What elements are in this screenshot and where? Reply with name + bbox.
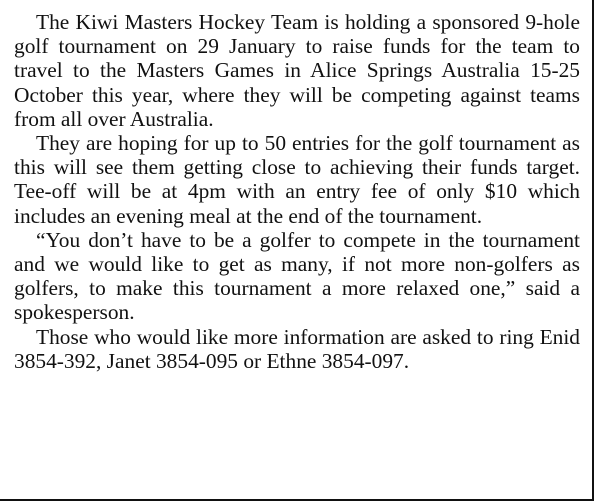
article-body (14, 10, 580, 373)
paragraph-contact-info: Those who would like more information are asked to ring Enid 3854-392, Janet 3854-095 or Ethne 3854-097. (14, 324, 580, 373)
paragraph-golf-tournament: The Kiwi Masters Hockey Team is holding a sponsored 9-hole golf tournament on 29 January to raise funds for the team to travel to the Masters Games in Alice Springs Australia 15-25 October this year, where they will be competing against teams from all over Australia. (14, 10, 580, 131)
paragraph-quote: “You don’t have to be a golfer to compete in the tournament and we would like to get as many, if not more non-golfers as golfers, to make this tournament a more relaxed one,” said a spokesperson. (14, 227, 580, 325)
paragraph-entries: They are hoping for up to 50 entries for the golf tournament as this will see them getting close to achieving their funds target. Tee-off will be at 4pm with an entry fee of only $10 which includes an evening meal at the end of the tournament. (14, 131, 580, 228)
